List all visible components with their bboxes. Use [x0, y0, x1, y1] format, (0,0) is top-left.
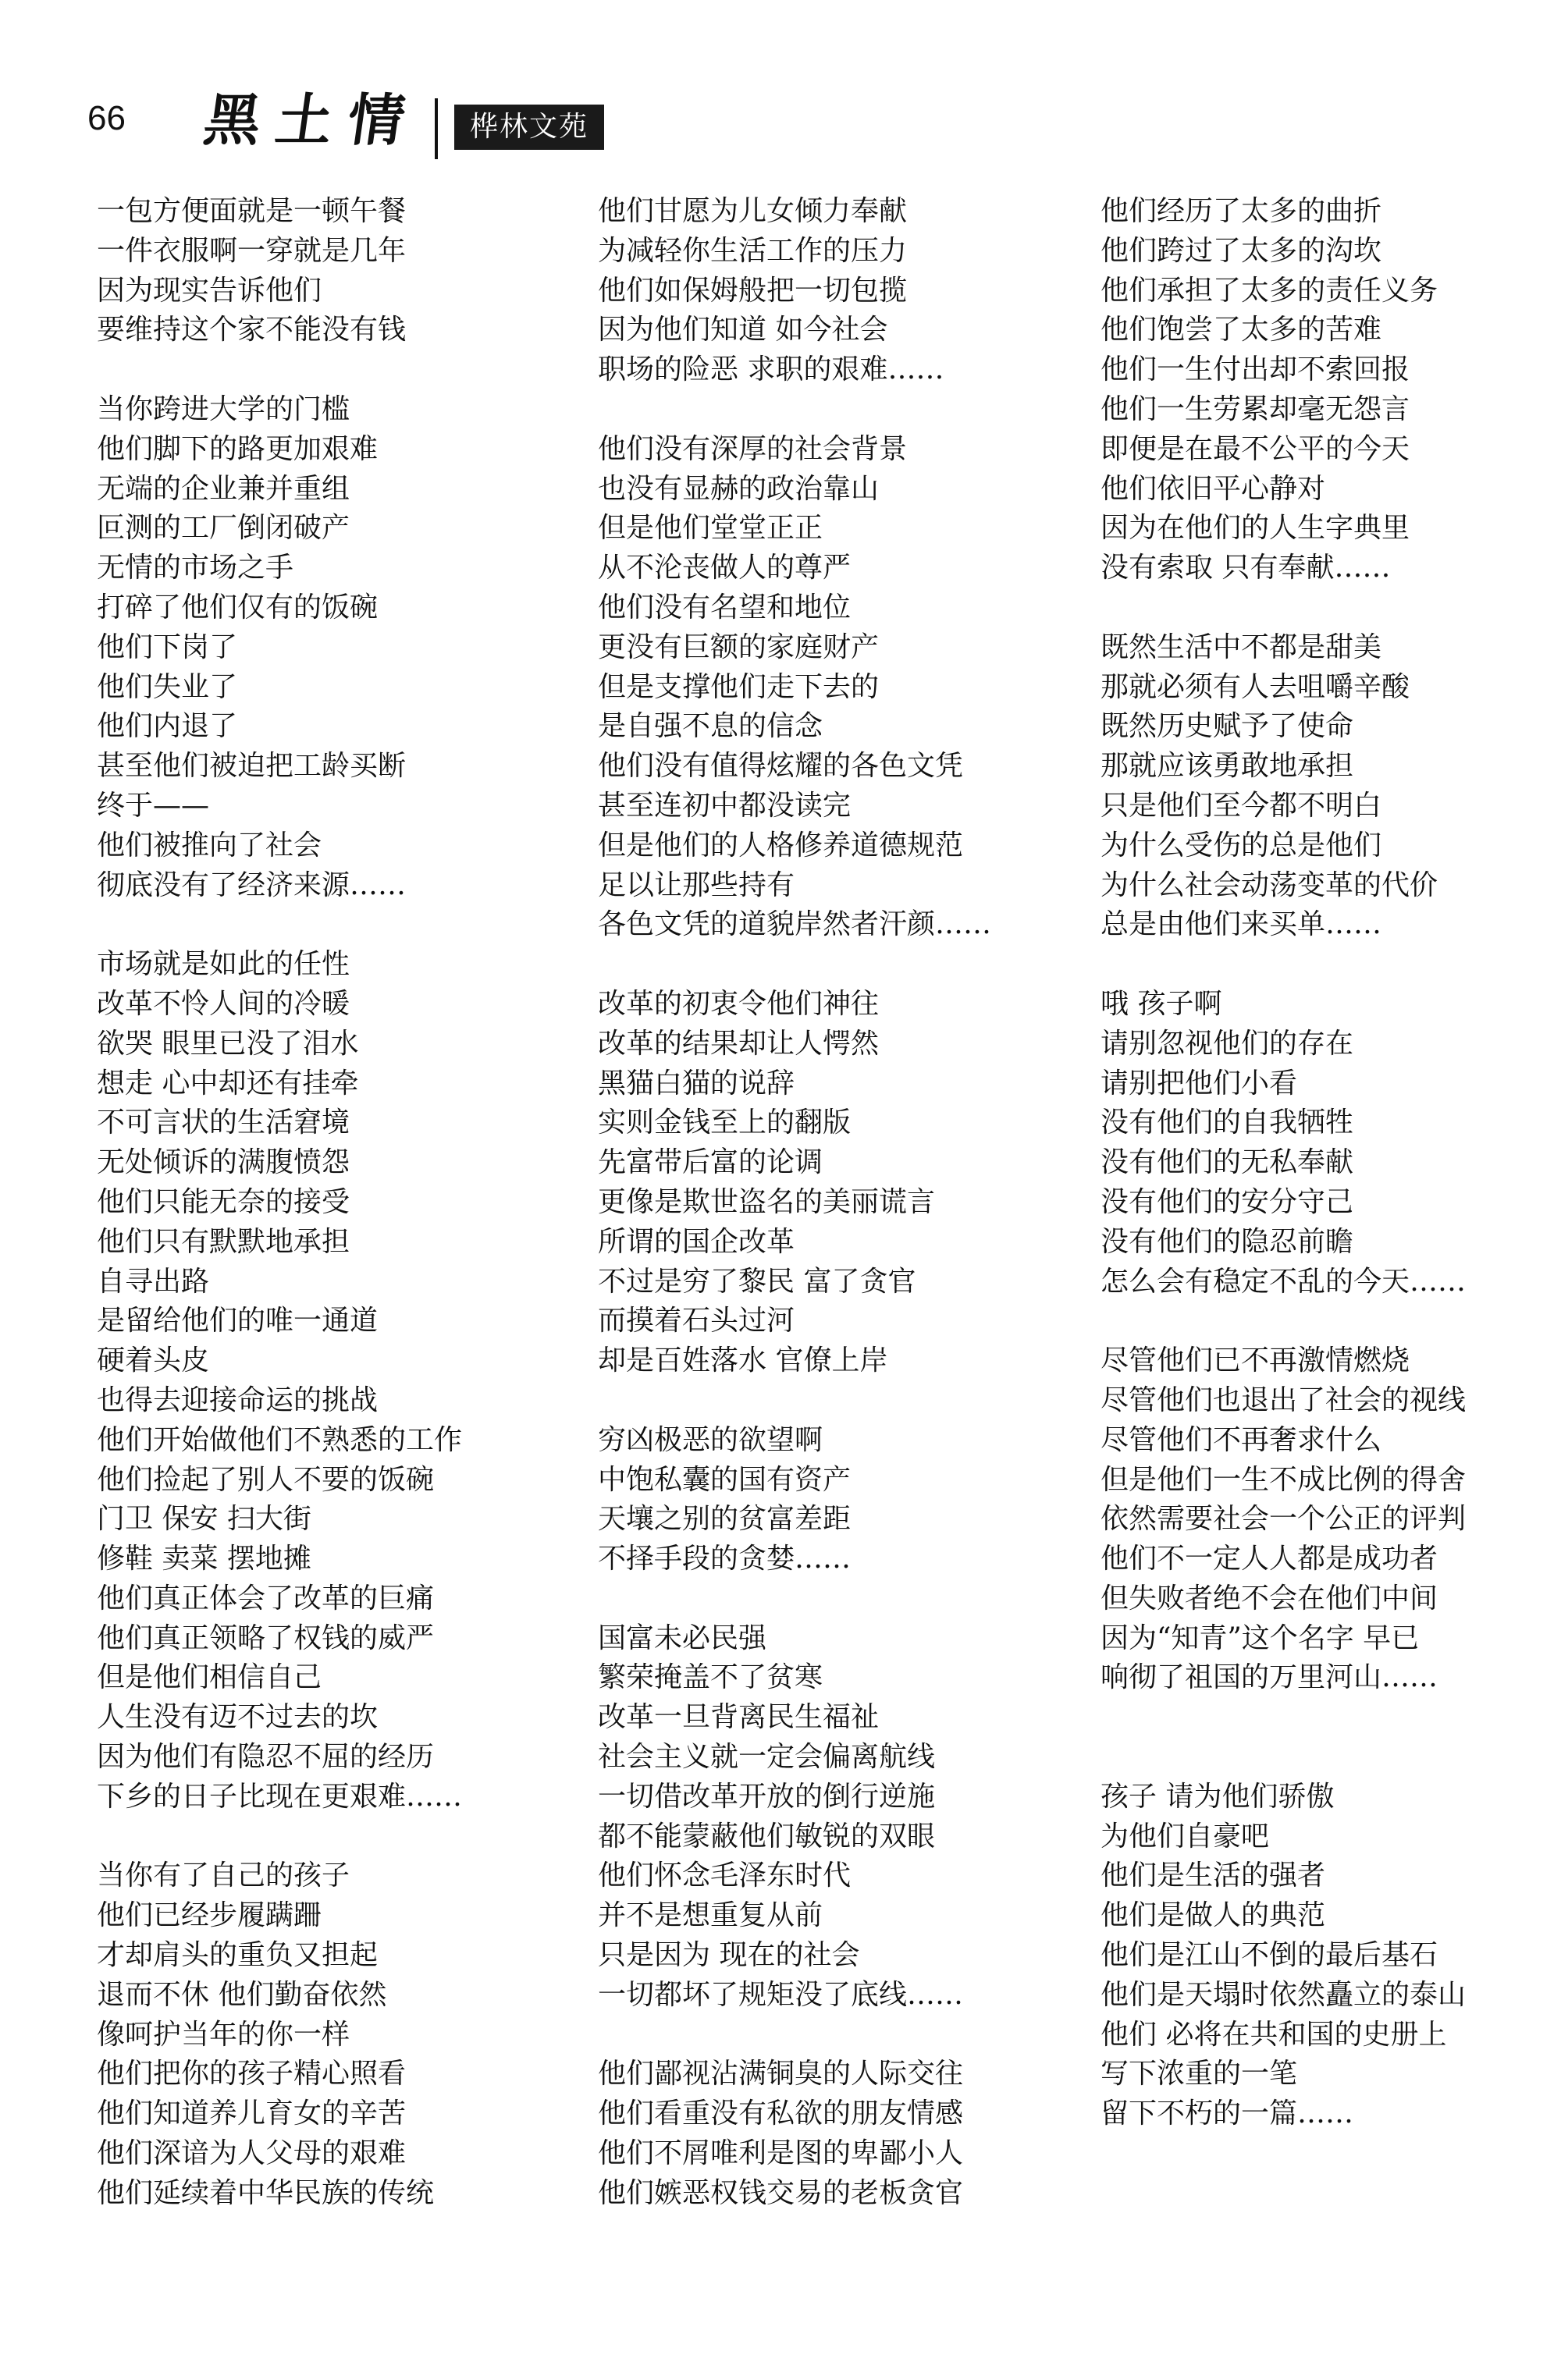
poem-line: 哦 孩子啊 [1101, 987, 1222, 1020]
poem-line: 他们真正领略了权钱的威严 [97, 1622, 435, 1654]
poem-line: 他们没有深厚的社会背景 [598, 432, 908, 465]
stanza [1101, 1341, 1561, 1738]
poem-line: 为他们自豪吧 [1101, 1820, 1270, 1852]
poem-line: 硬着头皮 [97, 1345, 210, 1377]
poem-line: 修鞋 卖菜 摆地摊 [97, 1543, 311, 1575]
poem-line: 黑猫白猫的说辞 [598, 1067, 795, 1099]
poem-line: 但失败者绝不会在他们中间 [1101, 1582, 1438, 1614]
poem-line: 为什么社会动荡变革的代价 [1101, 869, 1438, 901]
poem-line: 他们依旧平心静对 [1101, 472, 1326, 505]
poem-line: 不可言状的生活窘境 [97, 1107, 350, 1139]
stanza [598, 192, 1066, 390]
poem-line: 改革不怜人间的冷暖 [97, 987, 350, 1020]
poem-line: 当你跨进大学的门槛 [97, 393, 350, 425]
stanza [598, 985, 1066, 1381]
poem-line: 留下不朽的一篇…… [1101, 2098, 1354, 2130]
stanza [598, 1619, 1066, 2016]
poem-line: 却是百姓落水 官僚上岸 [598, 1345, 888, 1377]
poem-line: 穷凶极恶的欲望啊 [598, 1423, 823, 1456]
poem-line: 他们嫉恶权钱交易的老板贪官 [598, 2176, 964, 2209]
stanza [598, 2055, 1066, 2213]
poem-line: 尽管他们也退出了社会的视线 [1101, 1384, 1467, 1416]
poem-line: 写下浓重的一笔 [1101, 2058, 1298, 2090]
poem-line: 他们没有名望和地位 [598, 591, 852, 623]
poem-line: 他们 必将在共和国的史册上 [1101, 2018, 1447, 2051]
poem-line: 他们一生劳累却毫无怨言 [1101, 393, 1410, 425]
poem-line: 国富未必民强 [598, 1622, 767, 1654]
poem-line: 他们不一定人人都是成功者 [1101, 1543, 1438, 1575]
poem-line: 孩子 请为他们骄傲 [1101, 1780, 1335, 1813]
poem-line: 他们失业了 [97, 670, 238, 703]
poem-line: 所谓的国企改革 [598, 1225, 795, 1258]
poem-line: 他们只能无奈的接受 [97, 1185, 350, 1218]
poem-line: 改革的结果却让人愕然 [598, 1027, 880, 1060]
poem-line: 要维持这个家不能没有钱 [97, 314, 407, 346]
stanza [598, 1421, 1066, 1579]
poem-line: 总是由他们来买单…… [1101, 908, 1382, 941]
poem-line: 他们鄙视沾满铜臭的人际交往 [598, 2058, 964, 2090]
stanza [97, 1856, 565, 2213]
poem-line: 彻底没有了经济来源…… [97, 869, 407, 901]
poem-line: 足以让那些持有 [598, 869, 795, 901]
poem-line: 为什么受伤的总是他们 [1101, 829, 1382, 861]
poem-line: 他们一生付出却不索回报 [1101, 353, 1410, 386]
poem-line: 并不是想重复从前 [598, 1899, 823, 1932]
poem-line: 为减轻你生活工作的压力 [598, 234, 908, 267]
poem-line: 他们下岗了 [97, 631, 238, 663]
poem-line: 先富带后富的论调 [598, 1146, 823, 1179]
poem-line: 只是因为 现在的社会 [598, 1939, 860, 1972]
poem-line: 没有他们的自我牺牲 [1101, 1107, 1354, 1139]
poem-line: 请别忽视他们的存在 [1101, 1027, 1354, 1060]
poem-line: 打碎了他们仅有的饭碗 [97, 591, 379, 623]
poem-line: 是自强不息的信念 [598, 710, 823, 743]
poem-line: 那就必须有人去咀嚼辛酸 [1101, 670, 1410, 703]
poem-line: 各色文凭的道貌岸然者汗颜…… [598, 908, 992, 941]
poem-line: 他们没有值得炫耀的各色文凭 [598, 750, 964, 783]
poem-line: 当你有了自己的孩子 [97, 1860, 350, 1892]
poem-line: 但是支撑他们走下去的 [598, 670, 880, 703]
poem-line: 职场的险恶 求职的艰难…… [598, 353, 944, 386]
poem-line: 他们已经步履蹒跚 [97, 1899, 322, 1932]
poem-line: 他们如保姆般把一切包揽 [598, 274, 908, 307]
poem-line: 改革的初衷令他们神往 [598, 987, 880, 1020]
poem-line: 他们跨过了太多的沟坎 [1101, 234, 1382, 267]
poem-line: 下乡的日子比现在更艰难…… [97, 1780, 463, 1813]
poem-line: 像呵护当年的你一样 [97, 2018, 350, 2051]
poem-line: 他们知道养儿育女的辛苦 [97, 2098, 407, 2130]
poem-line: 他们只有默默地承担 [97, 1225, 350, 1258]
poem-line: 他们真正体会了改革的巨痛 [97, 1582, 435, 1614]
poem-line: 改革一旦背离民生福祉 [598, 1701, 880, 1734]
header-divider [435, 98, 438, 159]
poem-line: 只是他们至今都不明白 [1101, 789, 1382, 822]
poem-line: 实则金钱至上的翻版 [598, 1107, 852, 1139]
poem-line: 人生没有迈不过去的坎 [97, 1701, 379, 1734]
stanza [1101, 192, 1561, 588]
poem-line: 他们承担了太多的责任义务 [1101, 274, 1438, 307]
poem-line: 一包方便面就是一顿午餐 [97, 195, 407, 227]
poem-line: 响彻了祖国的万里河山…… [1101, 1661, 1438, 1694]
stanza [97, 390, 565, 905]
page-number: 66 [87, 99, 126, 137]
poem-line: 因为“知青”这个名字 早已 [1101, 1622, 1420, 1654]
poem-line: 一件衣服啊一穿就是几年 [97, 234, 407, 267]
poem-line: 但是他们相信自己 [97, 1661, 322, 1694]
poem-line: 那就应该勇敢地承担 [1101, 750, 1354, 783]
poem-line: 欲哭 眼里已没了泪水 [97, 1027, 359, 1060]
poem-line: 不择手段的贪婪…… [598, 1543, 852, 1575]
page-header [0, 0, 1561, 179]
poem-line: 他们怀念毛泽东时代 [598, 1860, 852, 1892]
poem-line: 从不沦丧做人的尊严 [598, 552, 852, 584]
poem-line: 他们把你的孩子精心照看 [97, 2058, 407, 2090]
poem-line: 中饱私囊的国有资产 [598, 1463, 852, 1496]
poem-line: 他们延续着中华民族的传统 [97, 2176, 435, 2209]
poem-line: 一切都坏了规矩没了底线…… [598, 1978, 964, 2011]
stanza [97, 945, 565, 1817]
poem-line: 因为他们知道 如今社会 [598, 314, 888, 346]
poem-line: 退而不休 他们勤奋依然 [97, 1978, 387, 2011]
poem-line: 他们不屑唯利是图的卑鄙小人 [598, 2137, 964, 2170]
poem-line: 他们是生活的强者 [1101, 1860, 1326, 1892]
stanza [1101, 1778, 1561, 2134]
poem-line: 请别把他们小看 [1101, 1067, 1298, 1099]
poem-line: 天壤之别的贫富差距 [598, 1503, 852, 1536]
poem-line: 更像是欺世盗名的美丽谎言 [598, 1185, 936, 1218]
poem-line: 而摸着石头过河 [598, 1305, 795, 1337]
text-column-2 [598, 192, 1066, 2214]
poem-line: 因为他们有隐忍不屈的经历 [97, 1741, 435, 1774]
poem-line: 他们内退了 [97, 710, 238, 743]
poem-line: 尽管他们已不再激情燃烧 [1101, 1345, 1410, 1377]
poem-line: 即便是在最不公平的今天 [1101, 432, 1410, 465]
poem-line: 既然生活中不都是甜美 [1101, 631, 1382, 663]
poem-line: 也得去迎接命运的挑战 [97, 1384, 379, 1416]
poem-line: 叵测的工厂倒闭破产 [97, 512, 350, 545]
poem-line: 甚至他们被迫把工龄买断 [97, 750, 407, 783]
poem-line: 依然需要社会一个公正的评判 [1101, 1503, 1467, 1536]
poem-line: 也没有显赫的政治靠山 [598, 472, 880, 505]
column-name-badge: 桦林文苑 [454, 105, 604, 150]
poem-line: 但是他们堂堂正正 [598, 512, 823, 545]
text-column-3 [1101, 192, 1561, 2134]
poem-line: 不过是穷了黎民 富了贪官 [598, 1265, 916, 1298]
poem-line: 繁荣掩盖不了贫寒 [598, 1661, 823, 1694]
poem-line: 是留给他们的唯一通道 [97, 1305, 379, 1337]
poem-line: 更没有巨额的家庭财产 [598, 631, 880, 663]
poem-line: 没有索取 只有奉献…… [1101, 552, 1391, 584]
poem-line: 他们看重没有私欲的朋友情感 [598, 2098, 964, 2130]
poem-line: 他们脚下的路更加艰难 [97, 432, 379, 465]
stanza [1101, 628, 1561, 945]
poem-line: 自寻出路 [97, 1265, 210, 1298]
poem-line: 因为现实告诉他们 [97, 274, 322, 307]
poem-line: 没有他们的隐忍前瞻 [1101, 1225, 1354, 1258]
poem-line: 他们深谙为人父母的艰难 [97, 2137, 407, 2170]
poem-line: 他们经历了太多的曲折 [1101, 195, 1382, 227]
poem-line: 既然历史赋予了使命 [1101, 710, 1354, 743]
poem-line: 他们被推向了社会 [97, 829, 322, 861]
poem-line: 他们是天塌时依然矗立的泰山 [1101, 1978, 1467, 2011]
poem-line: 市场就是如此的任性 [97, 948, 350, 981]
poem-line: 社会主义就一定会偏离航线 [598, 1741, 936, 1774]
poem-line: 一切借改革开放的倒行逆施 [598, 1780, 936, 1813]
poem-line: 他们是做人的典范 [1101, 1899, 1326, 1932]
poem-line: 因为在他们的人生字典里 [1101, 512, 1410, 545]
text-column-1 [97, 192, 565, 2214]
poem-line: 都不能蒙蔽他们敏锐的双眼 [598, 1820, 936, 1852]
poem-line: 但是他们的人格修养道德规范 [598, 829, 964, 861]
poem-line: 尽管他们不再奢求什么 [1101, 1423, 1382, 1456]
stanza [598, 430, 1066, 945]
poem-line: 想走 心中却还有挂牵 [97, 1067, 359, 1099]
stanza [97, 192, 565, 350]
poem-line: 他们甘愿为儿女倾力奉献 [598, 195, 908, 227]
poem-line: 终于—— [97, 789, 210, 822]
poem-line: 无处倾诉的满腹愤怨 [97, 1146, 350, 1179]
poem-line: 他们捡起了别人不要的饭碗 [97, 1463, 435, 1496]
poem-line: 甚至连初中都没读完 [598, 789, 852, 822]
poem-line: 没有他们的无私奉献 [1101, 1146, 1354, 1179]
poem-line: 怎么会有稳定不乱的今天…… [1101, 1265, 1467, 1298]
poem-line: 他们饱尝了太多的苦难 [1101, 314, 1382, 346]
poem-line: 门卫 保安 扫大街 [97, 1503, 311, 1536]
stanza [1101, 985, 1561, 1302]
magazine-logo: 黑土情 [200, 87, 425, 153]
poem-line: 没有他们的安分守己 [1101, 1185, 1354, 1218]
poem-line: 才却肩头的重负又担起 [97, 1939, 379, 1972]
poem-line: 无端的企业兼并重组 [97, 472, 350, 505]
poem-line: 他们开始做他们不熟悉的工作 [97, 1423, 463, 1456]
poem-line [1101, 1698, 1561, 1738]
poem-line: 但是他们一生不成比例的得舍 [1101, 1463, 1467, 1496]
poem-line: 无情的市场之手 [97, 552, 294, 584]
poem-line: 他们是江山不倒的最后基石 [1101, 1939, 1438, 1972]
